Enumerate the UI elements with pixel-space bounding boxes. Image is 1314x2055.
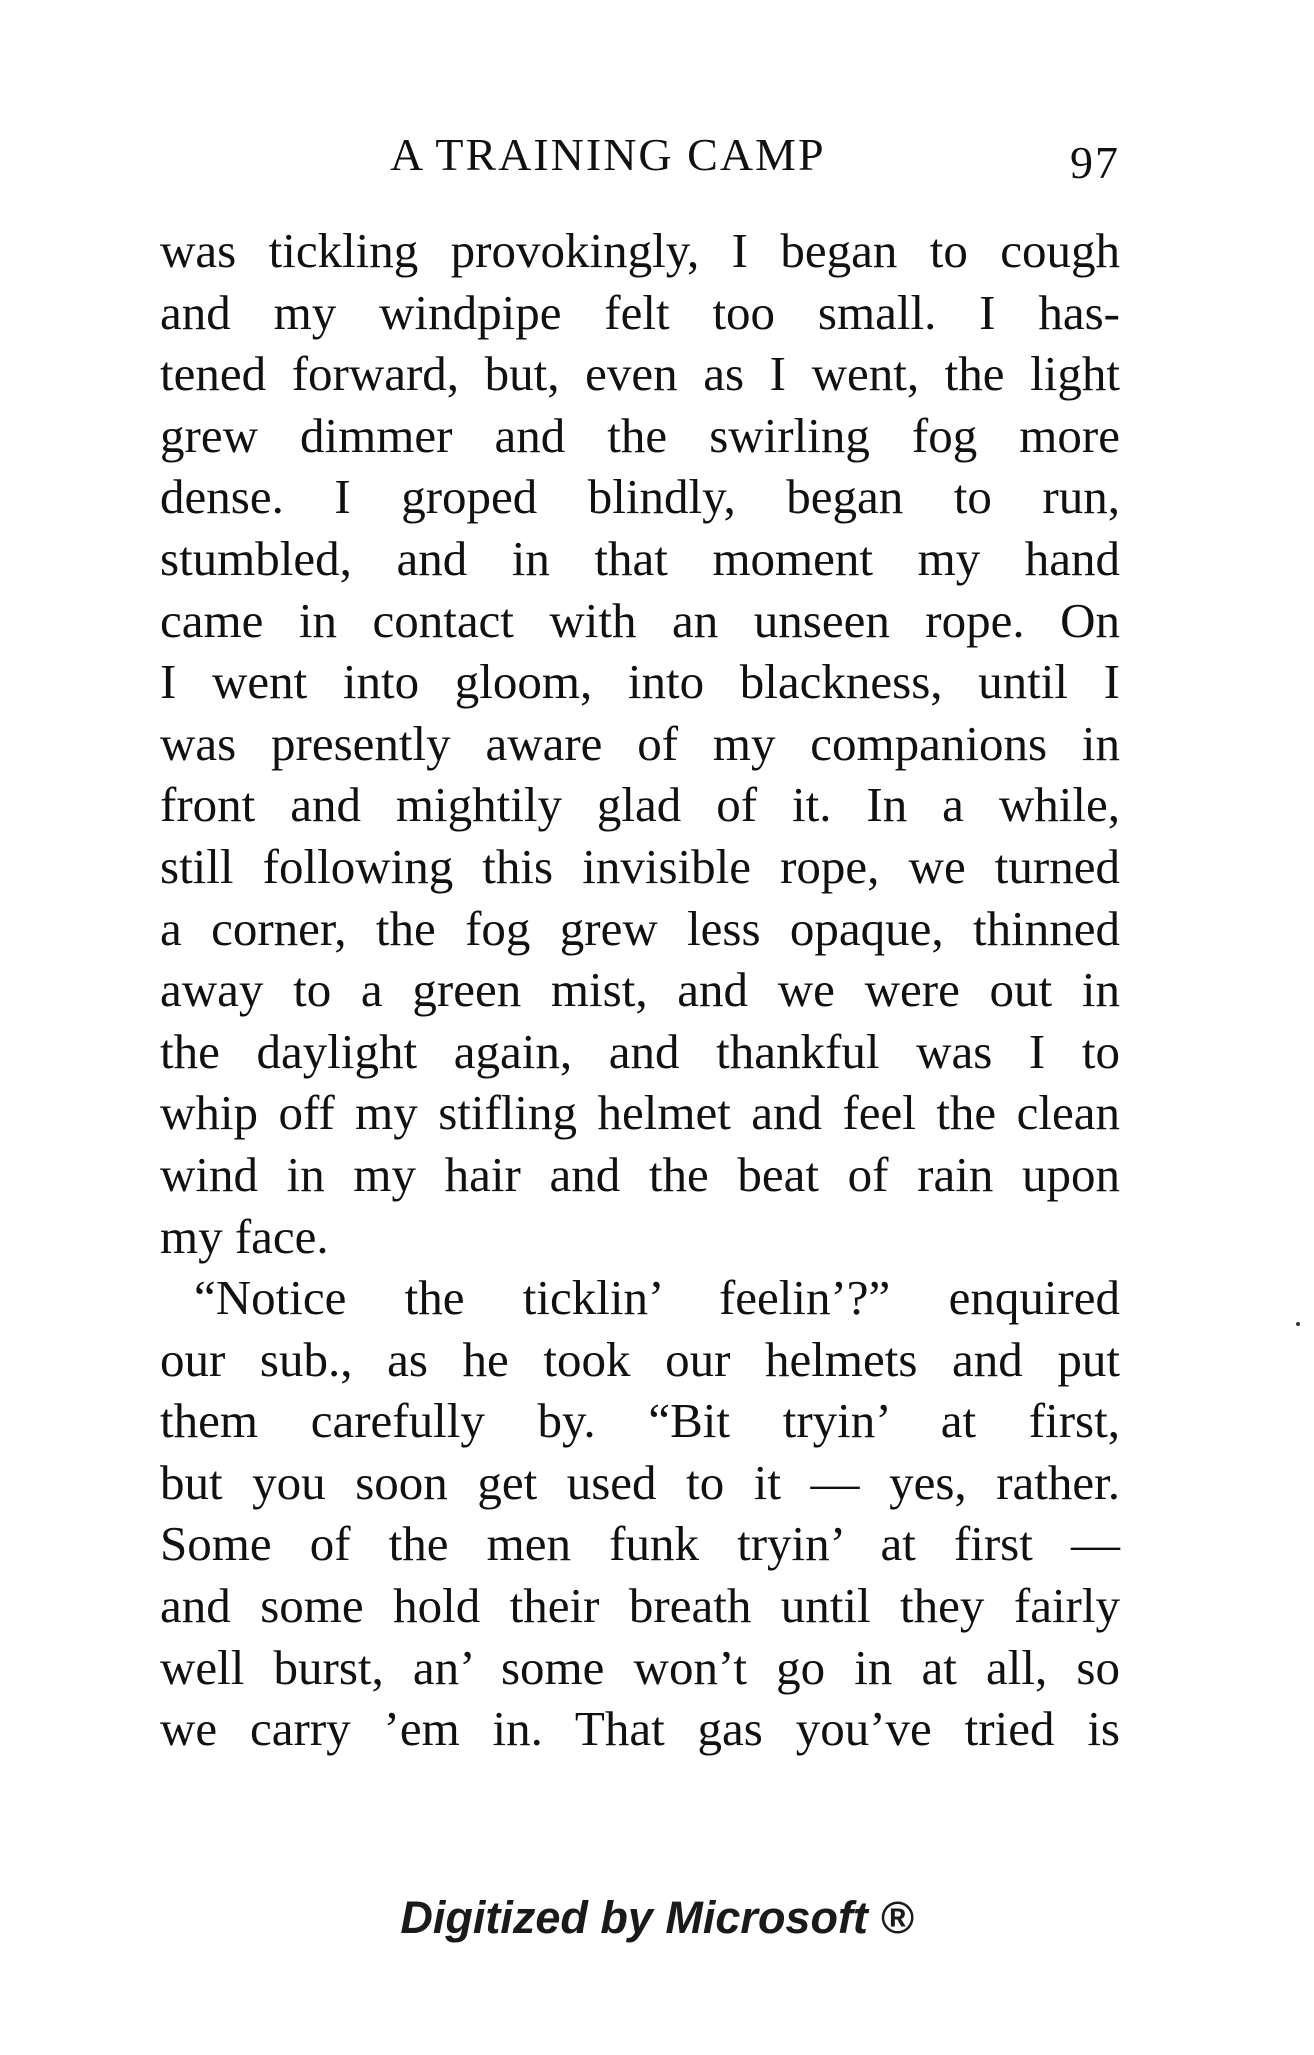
text-line: but you soon get used to it — yes, rather.	[160, 1454, 1120, 1510]
text-line: stumbled, and in that moment my hand	[160, 530, 1120, 586]
text-line: away to a green mist, and we were out in	[160, 962, 1120, 1018]
body-text	[160, 220, 1120, 1760]
text-line: the daylight again, and thankful was I to	[160, 1023, 1120, 1079]
margin-speck	[1296, 1322, 1300, 1326]
running-head	[160, 128, 1120, 188]
text-line: whip off my stifling helmet and feel the clean	[160, 1085, 1120, 1141]
text-line: front and mightily glad of it. In a while,	[160, 777, 1120, 833]
page-number: 97	[1070, 137, 1120, 188]
text-line: came in contact with an unseen rope. On	[160, 592, 1120, 648]
text-line: them carefully by. “Bit tryin’ at first,	[160, 1393, 1120, 1449]
text-line: a corner, the fog grew less opaque, thinned	[160, 900, 1120, 956]
text-line: Some of the men funk tryin’ at first —	[160, 1516, 1120, 1572]
running-title: A TRAINING CAMP	[390, 129, 826, 180]
text-line: our sub., as he took our helmets and put	[160, 1331, 1120, 1387]
text-line: I went into gloom, into blackness, until I	[160, 654, 1120, 710]
text-line: was presently aware of my companions in	[160, 715, 1120, 771]
text-line: wind in my hair and the beat of rain upon	[160, 1146, 1120, 1202]
text-line: “Notice the ticklin’ feelin’?” enquired	[194, 1270, 1120, 1326]
text-line: and my windpipe felt too small. I has-	[160, 284, 1120, 340]
text-line: tened forward, but, even as I went, the light	[160, 346, 1120, 402]
text-line: we carry ’em in. That gas you’ve tried is	[160, 1701, 1120, 1757]
text-line: dense. I groped blindly, began to run,	[160, 469, 1120, 525]
text-line: my face.	[160, 1208, 329, 1264]
text-line: grew dimmer and the swirling fog more	[160, 407, 1120, 463]
text-line: still following this invisible rope, we turned	[160, 838, 1120, 894]
text-line: was tickling provokingly, I began to cough	[160, 223, 1120, 278]
digitized-notice: Digitized by Microsoft ®	[400, 1892, 914, 1943]
text-line: well burst, an’ some won’t go in at all, so	[160, 1639, 1120, 1695]
text-line: and some hold their breath until they fairly	[160, 1578, 1120, 1634]
